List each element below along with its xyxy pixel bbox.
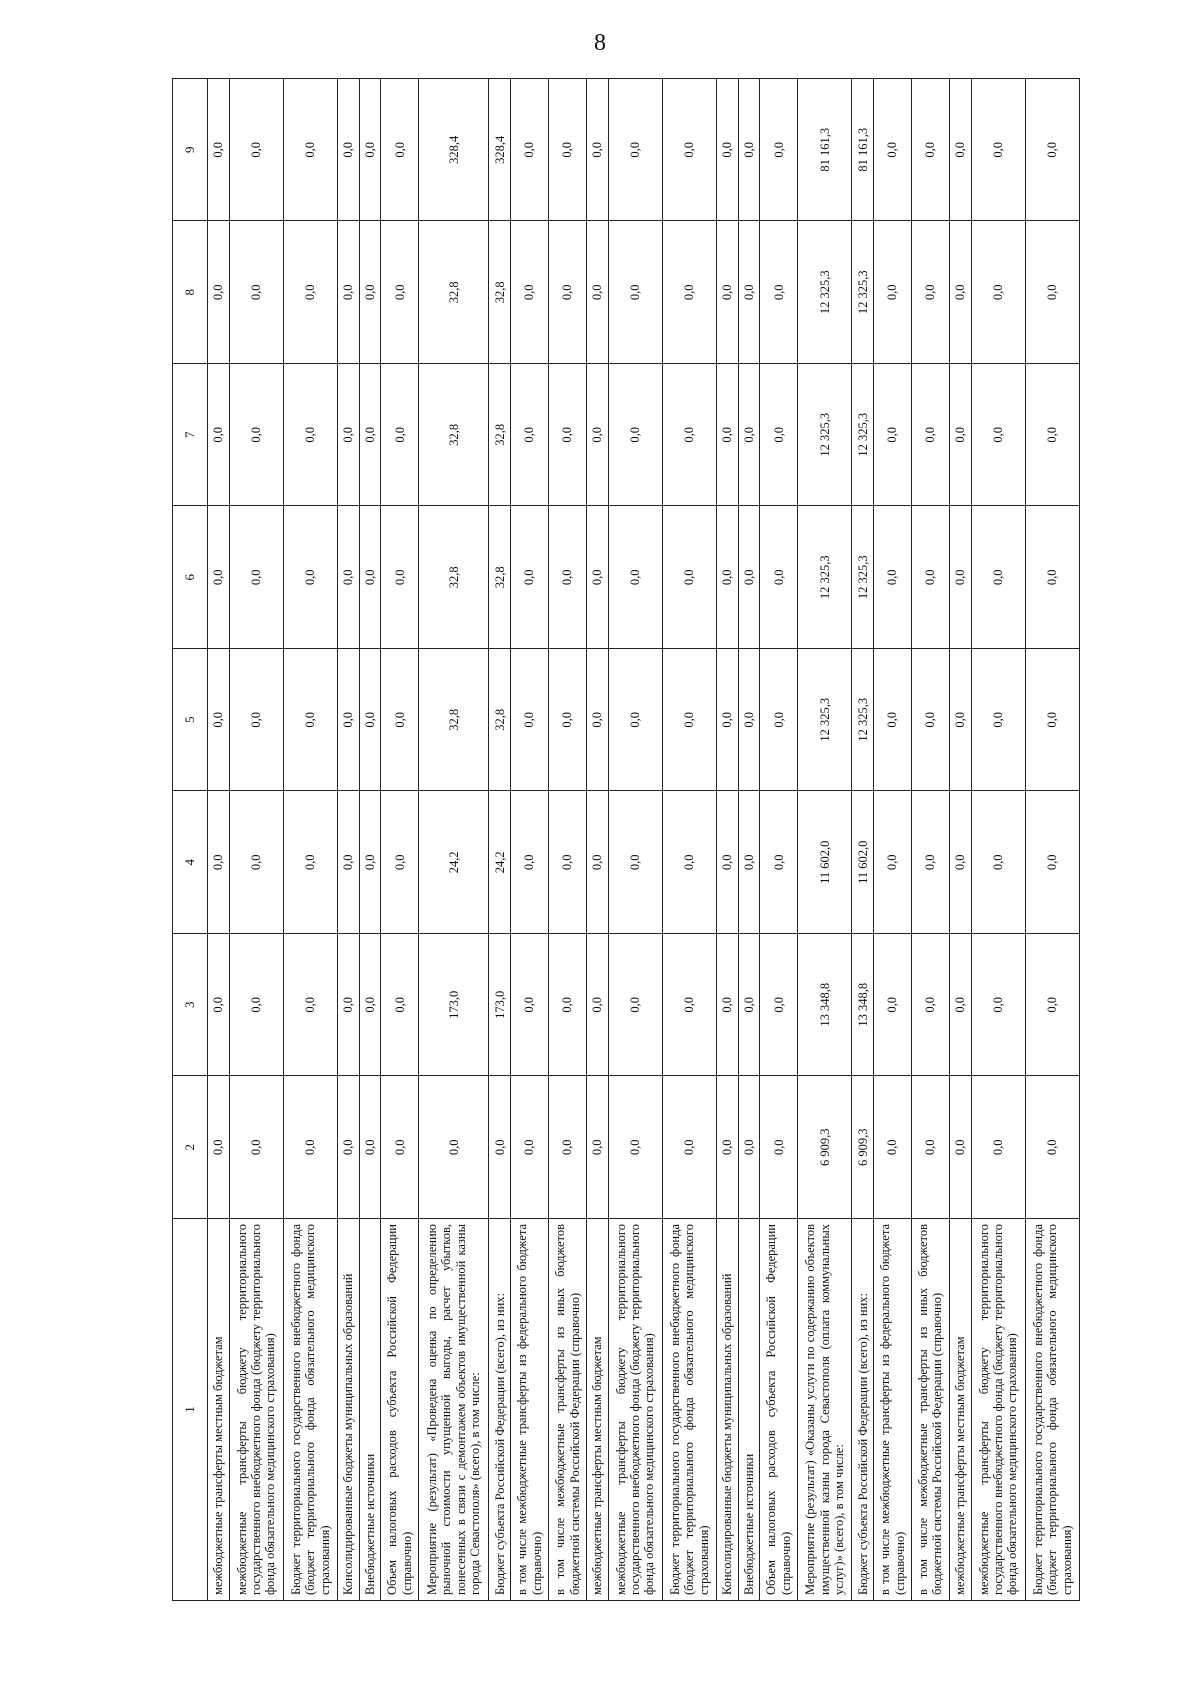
row-label: Бюджет территориального государственного внебюджетного фонда (бюджет территориального фонда обязательного медицинского страхования) bbox=[1025, 1219, 1079, 1601]
value-cell: 0,0 bbox=[511, 364, 549, 507]
value-cell: 0,0 bbox=[911, 934, 949, 1077]
value-cell: 0,0 bbox=[208, 934, 230, 1077]
rotated-table-container bbox=[172, 79, 1080, 1601]
table-row bbox=[852, 79, 874, 1601]
value-cell: 0,0 bbox=[208, 364, 230, 507]
row-label: межбюджетные трансферты бюджету территориального государственного внебюджетного фонда (бюджету территориального фонда обязательного медицинского страхования) bbox=[229, 1219, 283, 1601]
value-cell: 0,0 bbox=[716, 934, 738, 1077]
value-cell: 0,0 bbox=[760, 934, 798, 1077]
value-cell: 0,0 bbox=[549, 649, 587, 792]
value-cell: 0,0 bbox=[587, 506, 609, 649]
value-cell: 24,2 bbox=[419, 791, 489, 934]
table-row bbox=[208, 79, 230, 1601]
value-cell: 0,0 bbox=[971, 791, 1025, 934]
value-cell: 0,0 bbox=[511, 791, 549, 934]
value-cell: 0,0 bbox=[229, 221, 283, 364]
value-cell: 0,0 bbox=[1025, 506, 1079, 649]
value-cell: 0,0 bbox=[229, 79, 283, 222]
value-cell: 0,0 bbox=[283, 791, 337, 934]
value-cell: 0,0 bbox=[549, 79, 587, 222]
row-label: Внебюджетные источники bbox=[359, 1219, 381, 1601]
value-cell: 0,0 bbox=[381, 364, 419, 507]
value-cell: 0,0 bbox=[911, 649, 949, 792]
value-cell: 12 325,3 bbox=[798, 221, 852, 364]
row-label: в том числе межбюджетные трансферты из федерального бюджета (справочно) bbox=[511, 1219, 549, 1601]
table-row bbox=[229, 79, 283, 1601]
value-cell: 0,0 bbox=[359, 79, 381, 222]
table-row bbox=[738, 79, 760, 1601]
value-cell: 6 909,3 bbox=[852, 1076, 874, 1219]
value-cell: 13 348,8 bbox=[852, 934, 874, 1077]
row-label: межбюджетные трансферты местным бюджетам bbox=[587, 1219, 609, 1601]
value-cell: 0,0 bbox=[229, 1076, 283, 1219]
value-cell: 0,0 bbox=[208, 221, 230, 364]
value-cell: 0,0 bbox=[874, 506, 912, 649]
value-cell: 32,8 bbox=[419, 649, 489, 792]
value-cell: 0,0 bbox=[738, 79, 760, 222]
value-cell: 0,0 bbox=[716, 1076, 738, 1219]
value-cell: 0,0 bbox=[229, 791, 283, 934]
value-cell: 0,0 bbox=[359, 1076, 381, 1219]
value-cell: 0,0 bbox=[1025, 221, 1079, 364]
value-cell: 0,0 bbox=[419, 1076, 489, 1219]
row-label: межбюджетные трансферты местным бюджетам bbox=[208, 1219, 230, 1601]
value-cell: 328,4 bbox=[419, 79, 489, 222]
column-header: 2 bbox=[173, 1076, 208, 1219]
value-cell: 0,0 bbox=[738, 649, 760, 792]
table-row bbox=[283, 79, 337, 1601]
row-label: Объем налоговых расходов субъекта Российской Федерации (справочно) bbox=[760, 1219, 798, 1601]
value-cell: 0,0 bbox=[511, 934, 549, 1077]
value-cell: 0,0 bbox=[738, 506, 760, 649]
value-cell: 0,0 bbox=[359, 364, 381, 507]
value-cell: 0,0 bbox=[971, 79, 1025, 222]
value-cell: 0,0 bbox=[949, 364, 971, 507]
value-cell: 0,0 bbox=[1025, 364, 1079, 507]
value-cell: 0,0 bbox=[971, 506, 1025, 649]
value-cell: 12 325,3 bbox=[798, 506, 852, 649]
table-row bbox=[587, 79, 609, 1601]
value-cell: 0,0 bbox=[716, 506, 738, 649]
value-cell: 0,0 bbox=[716, 79, 738, 222]
value-cell: 0,0 bbox=[911, 1076, 949, 1219]
value-cell: 0,0 bbox=[662, 506, 716, 649]
value-cell: 0,0 bbox=[760, 79, 798, 222]
value-cell: 0,0 bbox=[949, 221, 971, 364]
value-cell: 0,0 bbox=[949, 934, 971, 1077]
value-cell: 0,0 bbox=[760, 364, 798, 507]
value-cell: 0,0 bbox=[549, 364, 587, 507]
row-label: Мероприятие (результат) «Оказаны услуги по содержанию объектов имущественной казны города Севастополя (оплата коммунальных услуг)» (всего), в том числе: bbox=[798, 1219, 852, 1601]
column-header: 6 bbox=[173, 506, 208, 649]
value-cell: 0,0 bbox=[359, 221, 381, 364]
value-cell: 0,0 bbox=[337, 934, 359, 1077]
column-header: 8 bbox=[173, 221, 208, 364]
value-cell: 0,0 bbox=[971, 934, 1025, 1077]
value-cell: 0,0 bbox=[874, 364, 912, 507]
value-cell: 0,0 bbox=[587, 649, 609, 792]
value-cell: 0,0 bbox=[716, 221, 738, 364]
value-cell: 0,0 bbox=[911, 364, 949, 507]
value-cell: 0,0 bbox=[760, 1076, 798, 1219]
value-cell: 0,0 bbox=[381, 221, 419, 364]
value-cell: 12 325,3 bbox=[852, 221, 874, 364]
value-cell: 0,0 bbox=[662, 79, 716, 222]
value-cell: 32,8 bbox=[419, 221, 489, 364]
column-header: 9 bbox=[173, 79, 208, 222]
value-cell: 0,0 bbox=[283, 1076, 337, 1219]
column-header: 4 bbox=[173, 791, 208, 934]
value-cell: 0,0 bbox=[738, 934, 760, 1077]
value-cell: 0,0 bbox=[971, 1076, 1025, 1219]
value-cell: 0,0 bbox=[511, 506, 549, 649]
value-cell: 0,0 bbox=[874, 934, 912, 1077]
value-cell: 0,0 bbox=[971, 221, 1025, 364]
value-cell: 0,0 bbox=[738, 791, 760, 934]
value-cell: 12 325,3 bbox=[852, 364, 874, 507]
row-label: Бюджет субъекта Российской Федерации (всего), из них: bbox=[489, 1219, 511, 1601]
value-cell: 0,0 bbox=[760, 221, 798, 364]
value-cell: 0,0 bbox=[587, 221, 609, 364]
row-label: Внебюджетные источники bbox=[738, 1219, 760, 1601]
value-cell: 0,0 bbox=[911, 221, 949, 364]
value-cell: 0,0 bbox=[587, 364, 609, 507]
value-cell: 0,0 bbox=[738, 221, 760, 364]
value-cell: 0,0 bbox=[549, 934, 587, 1077]
value-cell: 81 161,3 bbox=[798, 79, 852, 222]
value-cell: 0,0 bbox=[608, 934, 662, 1077]
value-cell: 0,0 bbox=[229, 934, 283, 1077]
value-cell: 0,0 bbox=[662, 934, 716, 1077]
row-label: в том числе межбюджетные трансферты из федерального бюджета (справочно) bbox=[874, 1219, 912, 1601]
value-cell: 0,0 bbox=[208, 791, 230, 934]
table-row bbox=[489, 79, 511, 1601]
value-cell: 0,0 bbox=[337, 506, 359, 649]
table-row bbox=[760, 79, 798, 1601]
value-cell: 0,0 bbox=[949, 79, 971, 222]
value-cell: 0,0 bbox=[760, 649, 798, 792]
value-cell: 0,0 bbox=[381, 791, 419, 934]
row-label: межбюджетные трансферты местным бюджетам bbox=[949, 1219, 971, 1601]
page-number: 8 bbox=[594, 30, 606, 56]
value-cell: 32,8 bbox=[489, 649, 511, 792]
value-cell: 32,8 bbox=[419, 364, 489, 507]
value-cell: 32,8 bbox=[419, 506, 489, 649]
value-cell: 0,0 bbox=[229, 649, 283, 792]
value-cell: 0,0 bbox=[1025, 934, 1079, 1077]
table-row bbox=[798, 79, 852, 1601]
value-cell: 0,0 bbox=[283, 79, 337, 222]
value-cell: 0,0 bbox=[208, 649, 230, 792]
value-cell: 0,0 bbox=[662, 364, 716, 507]
table-row bbox=[911, 79, 949, 1601]
table-row bbox=[716, 79, 738, 1601]
table-row bbox=[949, 79, 971, 1601]
value-cell: 0,0 bbox=[608, 221, 662, 364]
value-cell: 0,0 bbox=[549, 1076, 587, 1219]
value-cell: 0,0 bbox=[337, 79, 359, 222]
value-cell: 0,0 bbox=[587, 79, 609, 222]
value-cell: 0,0 bbox=[716, 364, 738, 507]
table-row bbox=[337, 79, 359, 1601]
value-cell: 0,0 bbox=[381, 649, 419, 792]
table-row bbox=[549, 79, 587, 1601]
row-label: Консолидированные бюджеты муниципальных образований bbox=[716, 1219, 738, 1601]
value-cell: 0,0 bbox=[283, 506, 337, 649]
column-header: 5 bbox=[173, 649, 208, 792]
value-cell: 0,0 bbox=[608, 506, 662, 649]
table-row bbox=[381, 79, 419, 1601]
row-label: межбюджетные трансферты бюджету территориального государственного внебюджетного фонда (бюджету территориального фонда обязательного медицинского страхования) bbox=[971, 1219, 1025, 1601]
table-row bbox=[971, 79, 1025, 1601]
value-cell: 0,0 bbox=[1025, 79, 1079, 222]
value-cell: 0,0 bbox=[337, 791, 359, 934]
value-cell: 12 325,3 bbox=[852, 506, 874, 649]
value-cell: 0,0 bbox=[489, 1076, 511, 1219]
value-cell: 0,0 bbox=[549, 221, 587, 364]
value-cell: 0,0 bbox=[283, 221, 337, 364]
value-cell: 0,0 bbox=[911, 791, 949, 934]
budget-table bbox=[172, 78, 1080, 1601]
value-cell: 0,0 bbox=[662, 649, 716, 792]
value-cell: 0,0 bbox=[1025, 1076, 1079, 1219]
value-cell: 0,0 bbox=[511, 79, 549, 222]
value-cell: 0,0 bbox=[511, 221, 549, 364]
value-cell: 0,0 bbox=[608, 79, 662, 222]
value-cell: 0,0 bbox=[874, 649, 912, 792]
value-cell: 0,0 bbox=[359, 791, 381, 934]
value-cell: 0,0 bbox=[337, 221, 359, 364]
value-cell: 0,0 bbox=[949, 649, 971, 792]
row-label: Консолидированные бюджеты муниципальных образований bbox=[337, 1219, 359, 1601]
value-cell: 0,0 bbox=[874, 1076, 912, 1219]
row-label: Бюджет субъекта Российской Федерации (всего), из них: bbox=[852, 1219, 874, 1601]
value-cell: 0,0 bbox=[738, 364, 760, 507]
table-row bbox=[359, 79, 381, 1601]
value-cell: 0,0 bbox=[662, 791, 716, 934]
table-row bbox=[1025, 79, 1079, 1601]
value-cell: 0,0 bbox=[283, 364, 337, 507]
value-cell: 0,0 bbox=[337, 649, 359, 792]
value-cell: 6 909,3 bbox=[798, 1076, 852, 1219]
value-cell: 0,0 bbox=[337, 1076, 359, 1219]
value-cell: 0,0 bbox=[587, 934, 609, 1077]
value-cell: 0,0 bbox=[874, 791, 912, 934]
value-cell: 0,0 bbox=[283, 649, 337, 792]
value-cell: 0,0 bbox=[381, 1076, 419, 1219]
value-cell: 0,0 bbox=[511, 1076, 549, 1219]
value-cell: 11 602,0 bbox=[798, 791, 852, 934]
table-row bbox=[874, 79, 912, 1601]
value-cell: 0,0 bbox=[283, 934, 337, 1077]
value-cell: 0,0 bbox=[337, 364, 359, 507]
value-cell: 0,0 bbox=[608, 364, 662, 507]
value-cell: 0,0 bbox=[1025, 649, 1079, 792]
value-cell: 0,0 bbox=[716, 791, 738, 934]
value-cell: 12 325,3 bbox=[798, 364, 852, 507]
value-cell: 0,0 bbox=[381, 934, 419, 1077]
table-row bbox=[662, 79, 716, 1601]
value-cell: 0,0 bbox=[911, 79, 949, 222]
row-label: межбюджетные трансферты бюджету территориального государственного внебюджетного фонда (бюджету территориального фонда обязательного медицинского страхования) bbox=[608, 1219, 662, 1601]
value-cell: 173,0 bbox=[419, 934, 489, 1077]
value-cell: 0,0 bbox=[229, 506, 283, 649]
value-cell: 0,0 bbox=[1025, 791, 1079, 934]
value-cell: 0,0 bbox=[608, 791, 662, 934]
value-cell: 0,0 bbox=[511, 649, 549, 792]
value-cell: 0,0 bbox=[549, 791, 587, 934]
value-cell: 0,0 bbox=[716, 649, 738, 792]
value-cell: 0,0 bbox=[760, 791, 798, 934]
value-cell: 0,0 bbox=[971, 364, 1025, 507]
column-header: 1 bbox=[173, 1219, 208, 1601]
row-label: в том числе межбюджетные трансферты из иных бюджетов бюджетной системы Российской Федерации (справочно) bbox=[911, 1219, 949, 1601]
row-label: Мероприятие (результат) «Проведена оценка по определению рыночной стоимости упущенной выгоды, расчет убытков, понесенных в связи с демонтажем объектов имущественной казны города Севастополя» (всего), в том числе: bbox=[419, 1219, 489, 1601]
value-cell: 0,0 bbox=[381, 79, 419, 222]
value-cell: 12 325,3 bbox=[798, 649, 852, 792]
value-cell: 0,0 bbox=[549, 506, 587, 649]
value-cell: 0,0 bbox=[911, 506, 949, 649]
value-cell: 0,0 bbox=[359, 934, 381, 1077]
table-body bbox=[208, 79, 1080, 1601]
value-cell: 0,0 bbox=[662, 1076, 716, 1219]
value-cell: 24,2 bbox=[489, 791, 511, 934]
value-cell: 328,4 bbox=[489, 79, 511, 222]
value-cell: 0,0 bbox=[208, 79, 230, 222]
value-cell: 81 161,3 bbox=[852, 79, 874, 222]
value-cell: 13 348,8 bbox=[798, 934, 852, 1077]
value-cell: 0,0 bbox=[949, 1076, 971, 1219]
value-cell: 0,0 bbox=[874, 79, 912, 222]
value-cell: 0,0 bbox=[587, 1076, 609, 1219]
value-cell: 11 602,0 bbox=[852, 791, 874, 934]
row-label: Бюджет территориального государственного внебюджетного фонда (бюджет территориального фонда обязательного медицинского страхования) bbox=[283, 1219, 337, 1601]
value-cell: 0,0 bbox=[874, 221, 912, 364]
value-cell: 0,0 bbox=[587, 791, 609, 934]
value-cell: 173,0 bbox=[489, 934, 511, 1077]
row-label: в том числе межбюджетные трансферты из иных бюджетов бюджетной системы Российской Федерации (справочно) bbox=[549, 1219, 587, 1601]
value-cell: 32,8 bbox=[489, 221, 511, 364]
value-cell: 32,8 bbox=[489, 364, 511, 507]
value-cell: 32,8 bbox=[489, 506, 511, 649]
row-label: Бюджет территориального государственного внебюджетного фонда (бюджет территориального фонда обязательного медицинского страхования) bbox=[662, 1219, 716, 1601]
table-header-row bbox=[173, 79, 208, 1601]
value-cell: 0,0 bbox=[359, 506, 381, 649]
value-cell: 0,0 bbox=[738, 1076, 760, 1219]
value-cell: 0,0 bbox=[608, 649, 662, 792]
value-cell: 0,0 bbox=[949, 791, 971, 934]
value-cell: 0,0 bbox=[229, 364, 283, 507]
value-cell: 0,0 bbox=[760, 506, 798, 649]
table-row bbox=[419, 79, 489, 1601]
row-label: Объем налоговых расходов субъекта Российской Федерации (справочно) bbox=[381, 1219, 419, 1601]
value-cell: 0,0 bbox=[971, 649, 1025, 792]
value-cell: 0,0 bbox=[208, 506, 230, 649]
value-cell: 0,0 bbox=[608, 1076, 662, 1219]
value-cell: 0,0 bbox=[949, 506, 971, 649]
table-row bbox=[511, 79, 549, 1601]
value-cell: 0,0 bbox=[662, 221, 716, 364]
value-cell: 0,0 bbox=[208, 1076, 230, 1219]
value-cell: 0,0 bbox=[381, 506, 419, 649]
value-cell: 0,0 bbox=[359, 649, 381, 792]
column-header: 7 bbox=[173, 364, 208, 507]
value-cell: 12 325,3 bbox=[852, 649, 874, 792]
column-header: 3 bbox=[173, 934, 208, 1077]
table-row bbox=[608, 79, 662, 1601]
